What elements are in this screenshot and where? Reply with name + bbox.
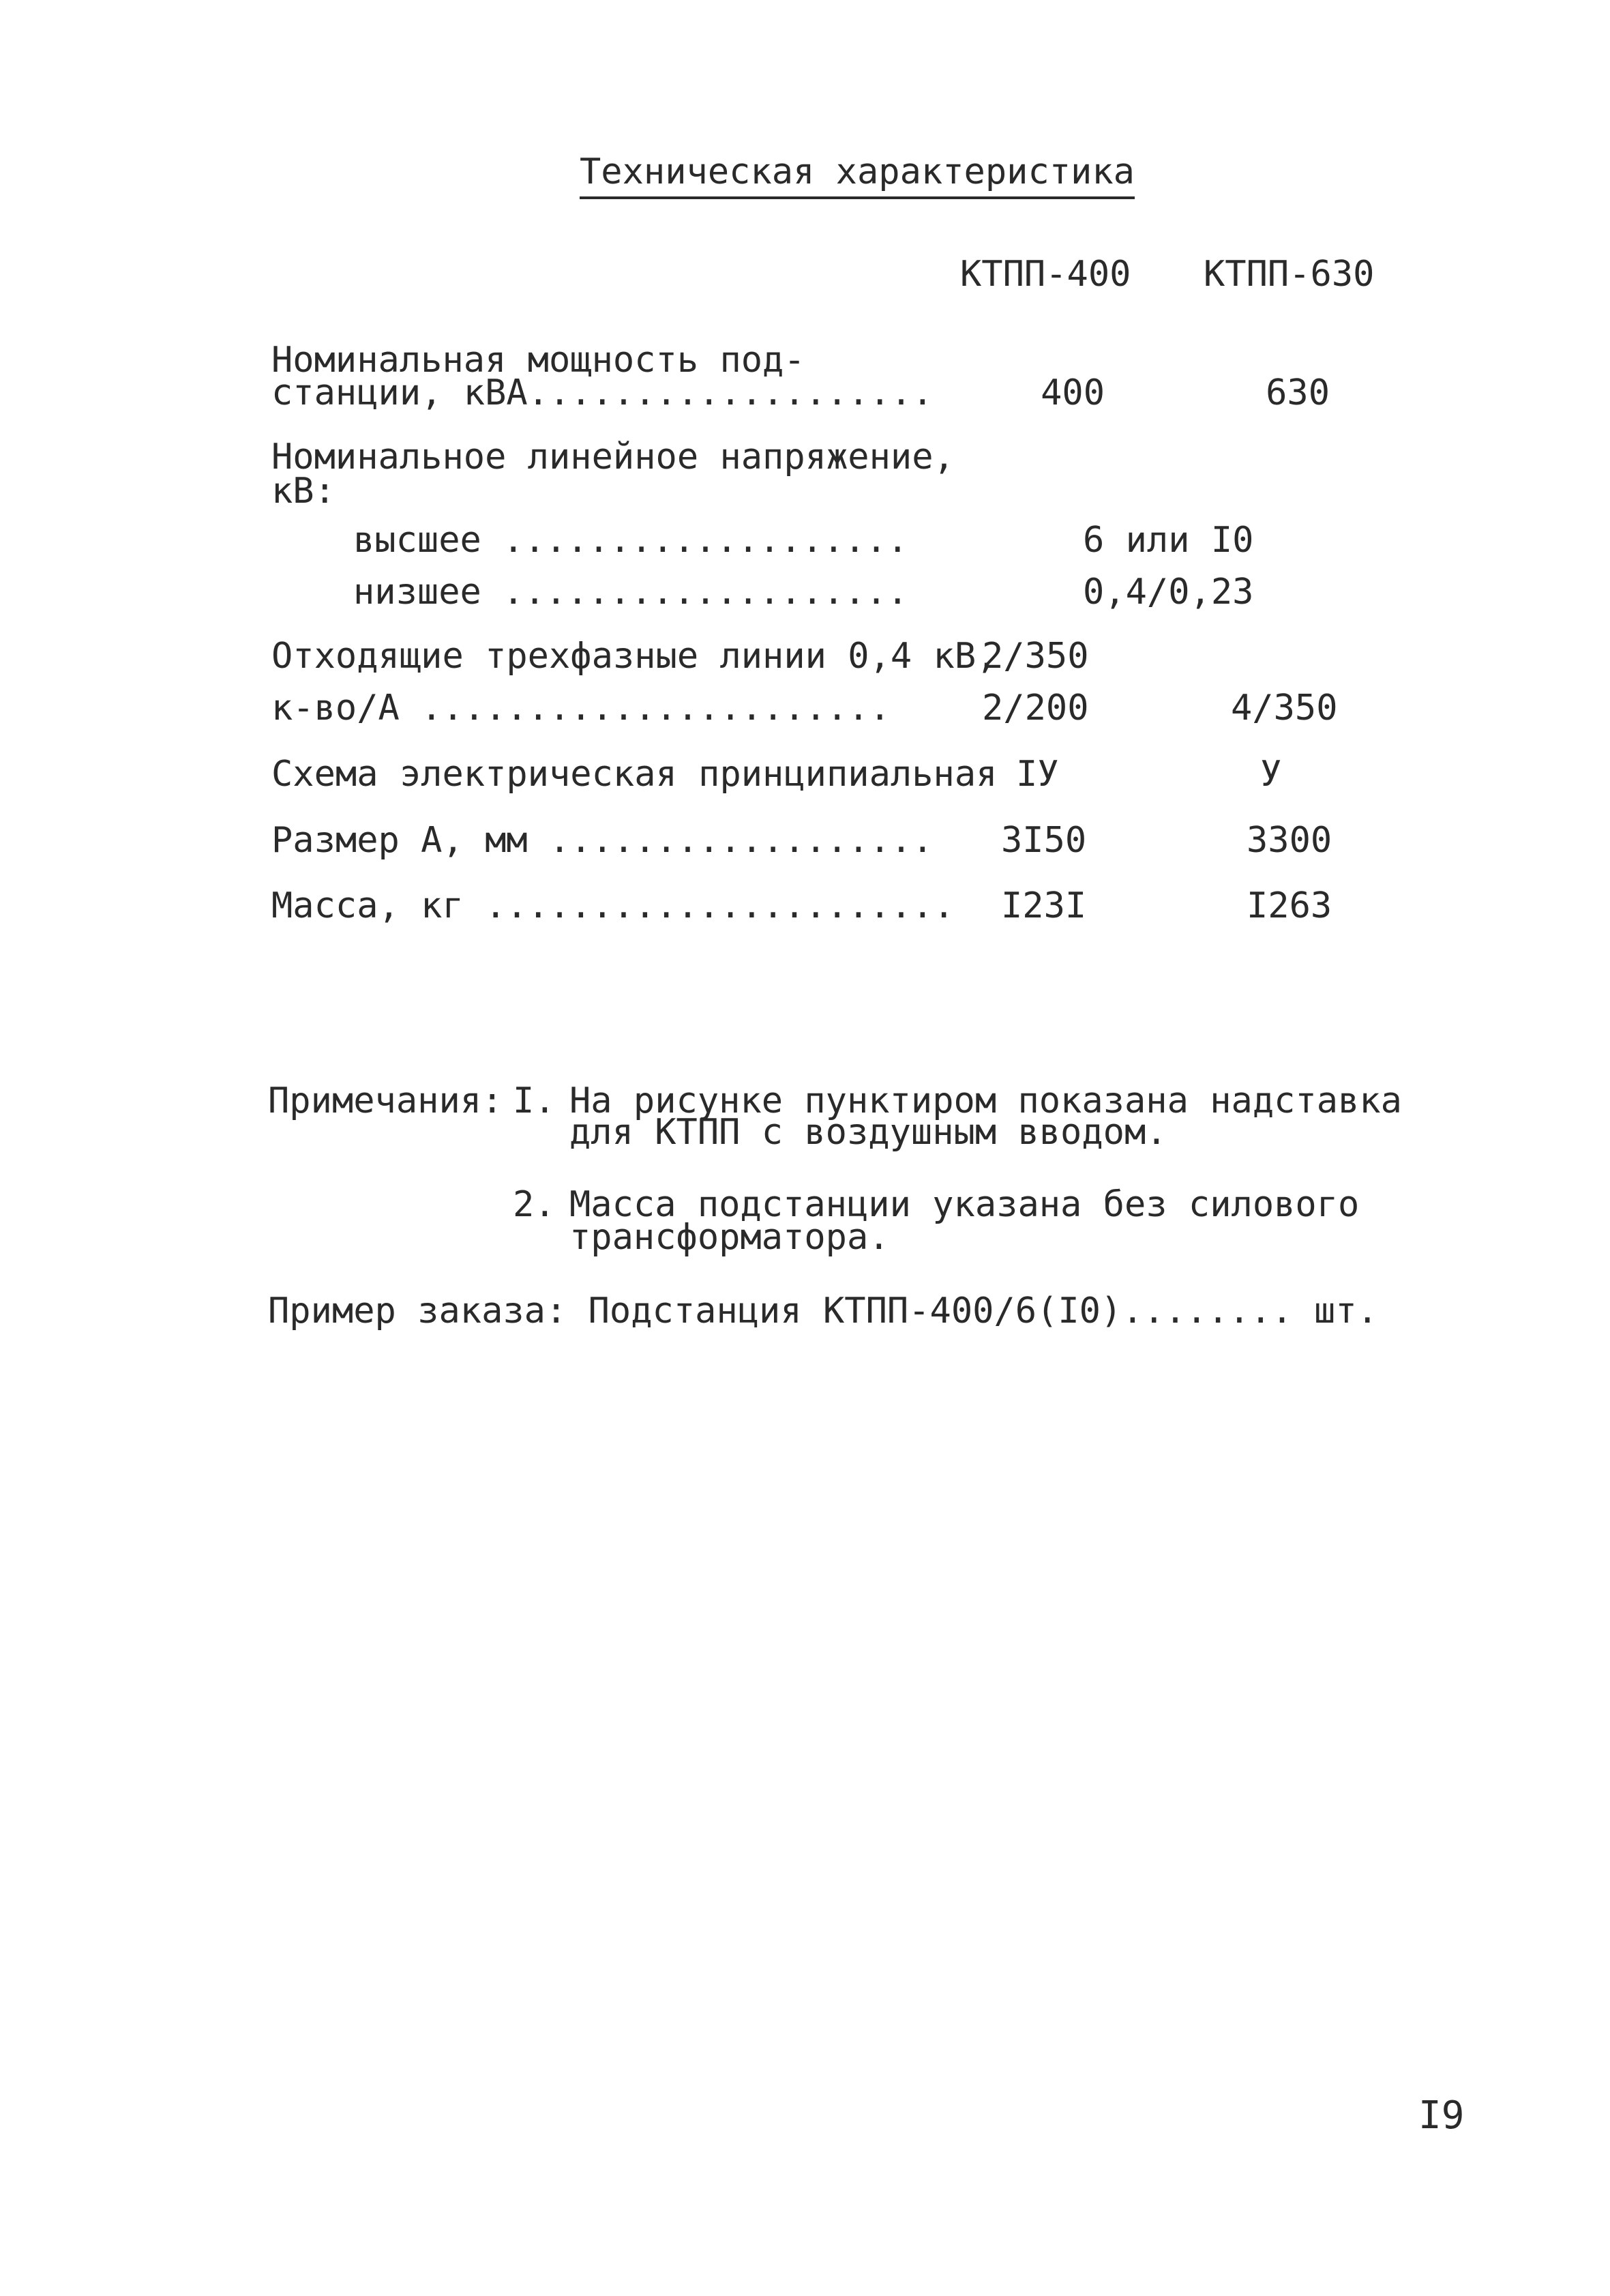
lines-value-400-b: 2/200 (982, 688, 1089, 728)
page-title: Техническая характеристика (580, 151, 1135, 199)
note-2-number: 2. (513, 1184, 556, 1225)
mass-label: Масса, кг ...................... (271, 885, 955, 926)
note-2-line1: Масса подстанции указана без силового (569, 1184, 1360, 1225)
voltage-low-value: 0,4/0,23 (1083, 572, 1254, 613)
voltage-label-line2: кВ: (271, 471, 336, 512)
voltage-label-line1: Номинальное линейное напряжение, (271, 437, 955, 477)
note-2-line2: трансформатора. (569, 1217, 890, 1258)
lines-value-630: 4/350 (1231, 688, 1338, 728)
note-1-number: I. (513, 1080, 556, 1121)
mass-value-400: I23I (1001, 885, 1087, 926)
column-header-ktpp-400: КТПП-400 (960, 254, 1131, 295)
voltage-high-value: 6 или I0 (1083, 520, 1254, 561)
note-1-line2: для КТПП с воздушным вводом. (569, 1112, 1167, 1153)
scheme-value-400: IУ (1016, 754, 1059, 795)
order-example: Пример заказа: Подстанция КТПП-400/6(I0)........ шт. (268, 1291, 1378, 1331)
lines-label-line2: к-во/А ...................... (271, 688, 891, 728)
size-label: Размер А, мм .................. (271, 820, 934, 861)
scheme-label: Схема электрическая принципиальная (271, 754, 998, 795)
power-value-630: 630 (1266, 372, 1330, 413)
lines-value-400-a: 2/350 (982, 636, 1089, 677)
scheme-value-630: У (1260, 754, 1282, 795)
size-value-400: 3I50 (1001, 820, 1087, 861)
column-header-ktpp-630: КТПП-630 (1204, 254, 1375, 295)
lines-label-line1: Отходящие трехфазные линии 0,4 кВ, (271, 636, 998, 677)
voltage-high-label: высшее ................... (353, 520, 908, 561)
size-value-630: 3300 (1247, 820, 1332, 861)
notes-header: Примечания: (268, 1080, 503, 1121)
power-label-line1: Номинальная мощность под- (271, 340, 805, 381)
note-1-line1: На рисунке пунктиром показана надставка (569, 1080, 1402, 1121)
power-value-400: 400 (1041, 372, 1105, 413)
page-number: I9 (1418, 2093, 1465, 2138)
voltage-low-label: низшее ................... (353, 572, 908, 613)
mass-value-630: I263 (1247, 885, 1332, 926)
power-label-line2: станции, кВА................... (271, 372, 934, 413)
